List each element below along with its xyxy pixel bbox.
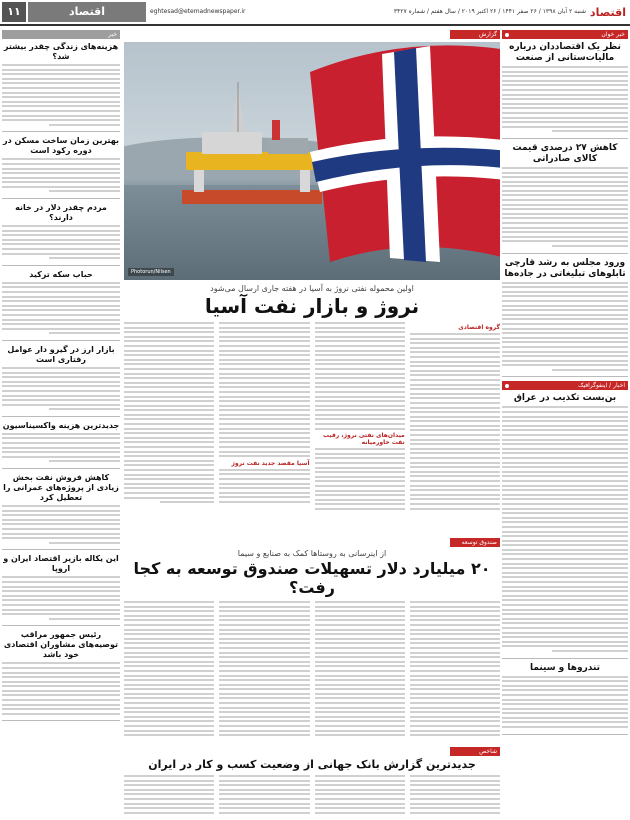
story2-headline[interactable]: ۲۰ میلیارد دلار تسهیلات صندوق توسعه به کجا رفت؟ <box>133 559 491 597</box>
right-story[interactable] <box>502 42 628 139</box>
story3-headline[interactable]: جدیدترین گزارش بانک جهانی از وضعیت کسب و کار در ایران <box>148 758 476 771</box>
bullet-icon <box>505 33 509 37</box>
right-story[interactable] <box>502 143 628 254</box>
date-line: شنبه ۲ آبان ۱۳۹۸ / ۲۶ صفر ۱۴۴۱ / ۲۶ اکتبر ۲۰۱۹ / سال هفتم / شماره ۳۴۲۷ <box>393 8 586 15</box>
left-story[interactable] <box>2 270 120 341</box>
story-headline: مردم چقدر دلار در خانه دارند؟ <box>15 203 107 223</box>
left-story[interactable] <box>2 42 120 132</box>
left-story[interactable] <box>2 421 120 469</box>
story-headline: کاهش ۲۷ درصدی قیمت کالای صادراتی <box>512 142 618 164</box>
lead-headline[interactable]: نروژ و بازار نفت آسیا <box>204 294 420 318</box>
right-section-label: خبر خوان <box>601 31 625 38</box>
newspaper-logo: اقتصاد <box>589 6 626 19</box>
article-subhead: آسیا مقصد جدید نفت نروژ <box>231 459 310 467</box>
left-column <box>2 30 120 816</box>
story-headline: این یکاله بازیر اقتصاد ایران و اروپا <box>3 554 119 574</box>
left-story[interactable] <box>2 345 120 417</box>
left-story[interactable] <box>2 203 120 266</box>
right-section-bar <box>502 30 628 39</box>
story3-body <box>124 775 500 816</box>
section-title: اقتصاد <box>28 2 146 22</box>
story2-deck: از اینرسانی به روستاها کمک به صنایع و سیما <box>237 549 387 558</box>
story-headline: بازار ارز در گیرو دار عوامل رفتاری است <box>7 344 115 364</box>
story-headline: جدیدترین هزینه واکسیناسیون <box>2 420 120 430</box>
masthead <box>0 0 630 26</box>
center-column <box>124 30 500 816</box>
center-section-label: گزارش <box>478 31 497 38</box>
left-story[interactable] <box>2 630 120 721</box>
story-body <box>502 66 628 132</box>
section-tag: شاخص <box>450 747 500 756</box>
story-body <box>502 167 628 247</box>
center-section-bar <box>450 30 500 39</box>
story2-body <box>124 601 500 743</box>
left-story[interactable] <box>2 473 120 550</box>
story-headline: تندروها و سینما <box>529 662 601 673</box>
left-section-label: خبر <box>108 31 117 38</box>
lead-article-body <box>124 322 500 534</box>
article-subhead: میدان‌های نفتی نروژ، رقیب نفت خاورمیانه <box>323 432 405 447</box>
story-headline: رئیس جمهور مراقب توصیه‌های مشاوران اقتصادی خود باشد <box>3 630 119 660</box>
left-story[interactable] <box>2 554 120 626</box>
right-story[interactable] <box>502 258 628 378</box>
norway-flag-illustration <box>290 42 500 262</box>
bullet-icon <box>505 384 509 388</box>
section-tag: صندوق توسعه <box>450 538 500 547</box>
lead-photo <box>124 42 500 280</box>
story-headline: هزینه‌های زندگی چقدر بیشتر شد؟ <box>3 42 119 61</box>
lead-kicker: اولین محموله نفتی نروژ به آسیا در هفته جاری ارسال می‌شود <box>210 284 414 293</box>
right-section-label-2: اخبار / اینفوگرافیک <box>578 382 625 390</box>
story-headline: ورود مجلس به رشد قارچی تابلوهای تبلیغاتی در جاده‌ها <box>504 257 626 279</box>
story-headline: حباب سکه ترکید <box>29 269 93 279</box>
contact-email[interactable]: eghtesad@etemadnewspaper.ir <box>150 8 246 15</box>
story-headline: بهترین زمان ساخت مسکن در دوره رکود است <box>2 136 120 156</box>
left-story[interactable] <box>2 136 120 199</box>
photo-credit: Photorun/Nilsen <box>128 268 174 276</box>
story-body <box>502 282 628 371</box>
right-story[interactable] <box>502 663 628 735</box>
right-story[interactable] <box>502 393 628 658</box>
right-section-bar-2 <box>502 381 628 390</box>
left-section-bar <box>2 30 120 39</box>
story-body <box>502 406 628 651</box>
story-headline: نظر یک اقتصاددان درباره مالیات‌ستانی از صنعت <box>509 42 621 63</box>
story-headline: بن‌بست تکذیب در عراق <box>513 393 617 404</box>
story-headline: کاهش فروش نفت بخش زیادی از پروژه‌های عمرانی را تعطیل کرد <box>3 473 119 503</box>
story-body <box>502 676 628 729</box>
page-number: ۱۱ <box>2 2 26 22</box>
article-subhead: گروه اقتصادی <box>458 324 500 331</box>
right-column <box>502 30 628 816</box>
